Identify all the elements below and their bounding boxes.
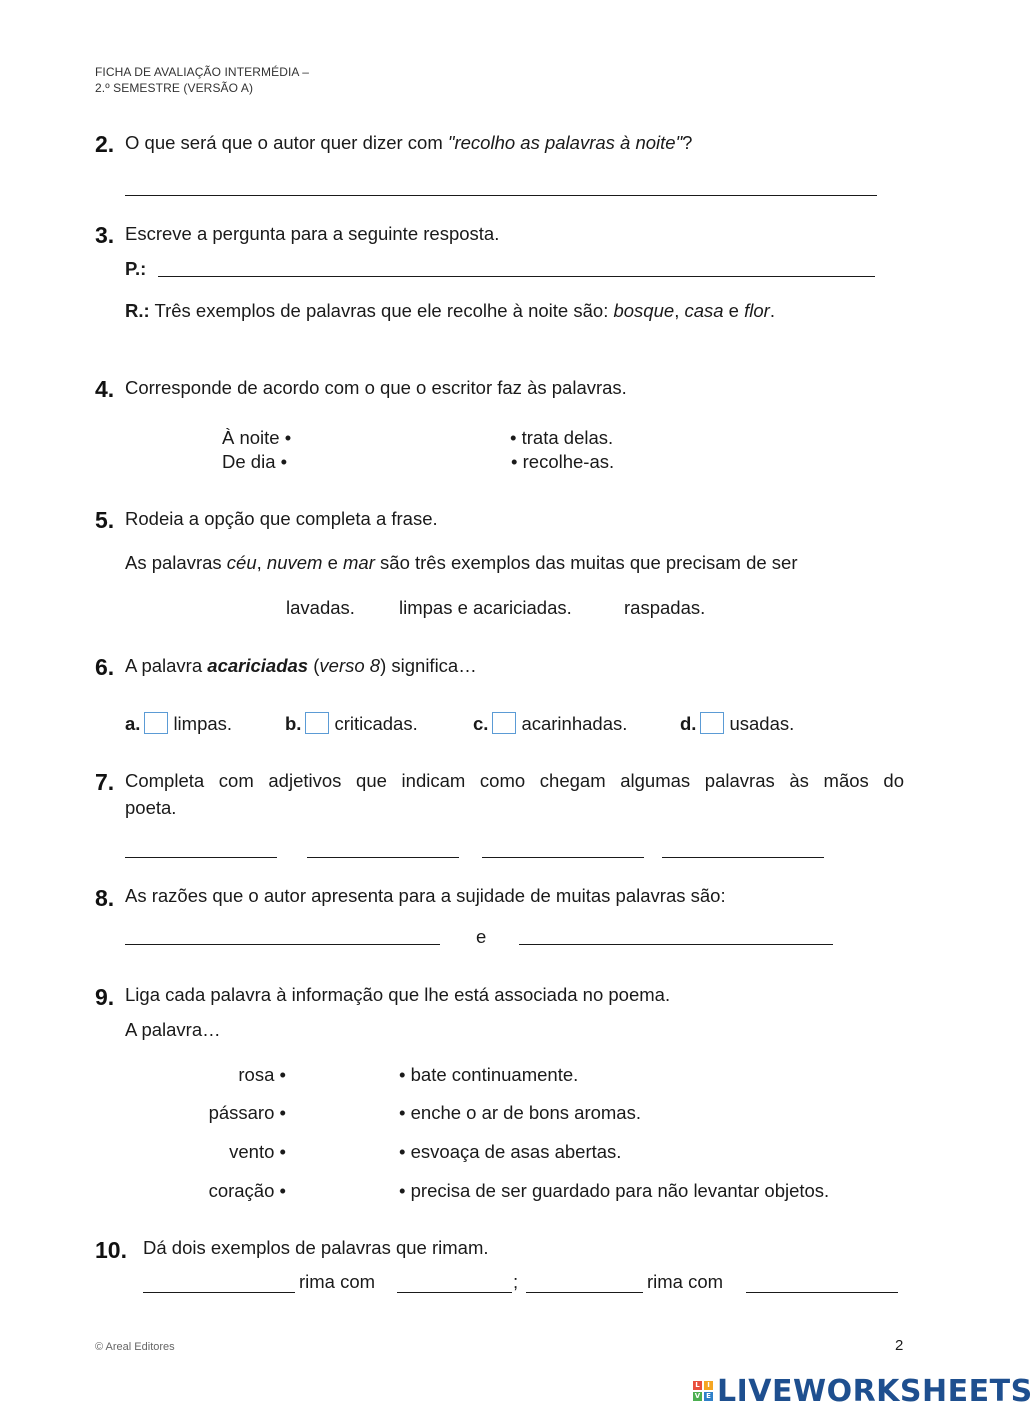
question-3-text: Escreve a pergunta para a seguinte resposta. bbox=[125, 223, 500, 244]
option-label: acarinhadas. bbox=[521, 713, 628, 734]
question-10-number: 10. bbox=[95, 1237, 127, 1263]
question-2-text-start: O que será que o autor quer dizer com bbox=[125, 132, 448, 153]
question-5-word-2: nuvem bbox=[266, 552, 323, 573]
question-3-word-1: bosque bbox=[613, 300, 675, 321]
checkbox[interactable] bbox=[492, 712, 516, 734]
question-4-text: Corresponde de acordo com o que o escritor faz às palavras. bbox=[125, 377, 627, 398]
question-5-word-3: mar bbox=[343, 552, 375, 573]
question-9-right-item[interactable]: • precisa de ser guardado para não levantar objetos. bbox=[399, 1180, 830, 1201]
question-9-number: 9. bbox=[95, 984, 115, 1010]
question-3-end: . bbox=[769, 300, 775, 321]
question-9-left-item[interactable]: vento • bbox=[229, 1141, 286, 1162]
question-7-text-line-2: poeta. bbox=[125, 797, 177, 818]
question-4-left-item[interactable]: De dia • bbox=[222, 451, 288, 472]
question-6-number: 6. bbox=[95, 654, 115, 680]
question-2-text-end: ? bbox=[682, 132, 693, 153]
question-6-option-a bbox=[125, 712, 232, 736]
header-subtitle: 2.º SEMESTRE (VERSÃO A) bbox=[95, 81, 254, 95]
checkbox[interactable] bbox=[305, 712, 329, 734]
question-9-right-item[interactable]: • enche o ar de bons aromas. bbox=[399, 1102, 641, 1123]
question-7-number: 7. bbox=[95, 769, 115, 795]
question-3-word-3: flor bbox=[744, 300, 770, 321]
question-5-number: 5. bbox=[95, 507, 115, 533]
option-label: criticadas. bbox=[334, 713, 418, 734]
question-5-option[interactable]: limpas e acariciadas. bbox=[399, 597, 572, 618]
question-2-number: 2. bbox=[95, 131, 115, 157]
adjective-blank[interactable] bbox=[482, 857, 644, 858]
question-10-semicolon: ; bbox=[513, 1271, 519, 1292]
rhyme-blank[interactable] bbox=[746, 1292, 898, 1293]
question-5-sentence-end: são três exemplos das muitas que precisam de ser bbox=[374, 552, 798, 573]
question-9-text: Liga cada palavra à informação que lhe está associada no poema. bbox=[125, 984, 671, 1005]
question-2-answer-line[interactable] bbox=[125, 195, 877, 196]
question-9-right-item[interactable]: • bate continuamente. bbox=[399, 1064, 579, 1085]
question-6-option-b bbox=[285, 712, 418, 736]
question-8-number: 8. bbox=[95, 885, 115, 911]
question-8-conjunction: e bbox=[476, 926, 487, 947]
rhyme-blank[interactable] bbox=[143, 1292, 295, 1293]
question-10-rima-2: rima com bbox=[647, 1271, 724, 1292]
question-9-subtext: A palavra… bbox=[125, 1019, 221, 1040]
question-6-paren-open: ( bbox=[308, 655, 320, 676]
liveworksheets-logo-icon bbox=[693, 1381, 713, 1401]
question-6-text bbox=[125, 654, 477, 678]
adjective-blank[interactable] bbox=[662, 857, 824, 858]
question-8-text: As razões que o autor apresenta para a sujidade de muitas palavras são: bbox=[125, 885, 726, 906]
question-10-text: Dá dois exemplos de palavras que rimam. bbox=[143, 1237, 489, 1258]
reason-blank[interactable] bbox=[125, 944, 440, 945]
question-5-sentence bbox=[125, 551, 798, 575]
page-number: 2 bbox=[895, 1337, 904, 1354]
logo-square: E bbox=[704, 1392, 713, 1401]
question-5-sep-2: e bbox=[322, 552, 344, 573]
question-10-rima-1: rima com bbox=[299, 1271, 376, 1292]
question-3-r-text: Três exemplos de palavras que ele recolhe à noite são: bbox=[149, 300, 614, 321]
question-6-keyword: acariciadas bbox=[207, 655, 309, 676]
question-5-option[interactable]: lavadas. bbox=[286, 597, 355, 618]
question-3-number: 3. bbox=[95, 222, 115, 248]
question-7-text-line-1: Completa com adjetivos que indicam como chegam algumas palavras às mãos do bbox=[125, 770, 904, 791]
rhyme-blank[interactable] bbox=[526, 1292, 643, 1293]
question-9-left-item[interactable]: pássaro • bbox=[208, 1102, 286, 1123]
question-3-answer-line[interactable] bbox=[158, 276, 875, 277]
option-label: limpas. bbox=[173, 713, 233, 734]
question-6-option-c bbox=[473, 712, 627, 736]
question-5-option[interactable]: raspadas. bbox=[624, 597, 706, 618]
question-9-left-item[interactable]: coração • bbox=[208, 1180, 286, 1201]
liveworksheets-brand bbox=[693, 1373, 1033, 1409]
question-4-right-item[interactable]: • trata delas. bbox=[510, 427, 614, 448]
question-5-sep-1: , bbox=[256, 552, 267, 573]
adjective-blank[interactable] bbox=[307, 857, 459, 858]
header-title: FICHA DE AVALIAÇÃO INTERMÉDIA – bbox=[95, 65, 310, 79]
question-3-sep-1: , bbox=[674, 300, 685, 321]
question-6-text-end: ) significa… bbox=[380, 655, 477, 676]
option-letter: d. bbox=[680, 713, 697, 734]
option-label: usadas. bbox=[729, 713, 795, 734]
logo-square: L bbox=[693, 1381, 702, 1390]
checkbox[interactable] bbox=[700, 712, 724, 734]
logo-square: V bbox=[694, 1392, 701, 1400]
question-3-p-label: P.: bbox=[125, 258, 147, 279]
question-3-word-2: casa bbox=[684, 300, 724, 321]
logo-square: I bbox=[704, 1381, 713, 1390]
question-6-text-start: A palavra bbox=[125, 655, 208, 676]
reason-blank[interactable] bbox=[519, 944, 833, 945]
checkbox[interactable] bbox=[144, 712, 168, 734]
question-3-sep-2: e bbox=[723, 300, 745, 321]
question-5-text: Rodeia a opção que completa a frase. bbox=[125, 508, 438, 529]
rhyme-blank[interactable] bbox=[397, 1292, 512, 1293]
question-6-verse-ref: verso 8 bbox=[319, 655, 381, 676]
question-4-left-item[interactable]: À noite • bbox=[222, 427, 292, 448]
question-6-option-d bbox=[680, 712, 794, 736]
adjective-blank[interactable] bbox=[125, 857, 277, 858]
worksheet-header bbox=[95, 64, 309, 96]
question-9-right-item[interactable]: • esvoaça de asas abertas. bbox=[399, 1141, 622, 1162]
copyright-text: © Areal Editores bbox=[95, 1341, 175, 1353]
option-letter: b. bbox=[285, 713, 302, 734]
question-4-number: 4. bbox=[95, 376, 115, 402]
option-letter: a. bbox=[125, 713, 141, 734]
liveworksheets-wordmark: LIVEWORKSHEETS bbox=[717, 1373, 1033, 1409]
question-2-quote: "recolho as palavras à noite" bbox=[447, 132, 683, 153]
question-3-r-label: R.: bbox=[125, 300, 150, 321]
option-letter: c. bbox=[473, 713, 489, 734]
question-2-text bbox=[125, 131, 692, 155]
question-4-right-item[interactable]: • recolhe-as. bbox=[511, 451, 615, 472]
question-3-response bbox=[125, 299, 775, 323]
question-9-left-item[interactable]: rosa • bbox=[238, 1064, 286, 1085]
question-5-sentence-start: As palavras bbox=[125, 552, 227, 573]
question-5-word-1: céu bbox=[226, 552, 257, 573]
